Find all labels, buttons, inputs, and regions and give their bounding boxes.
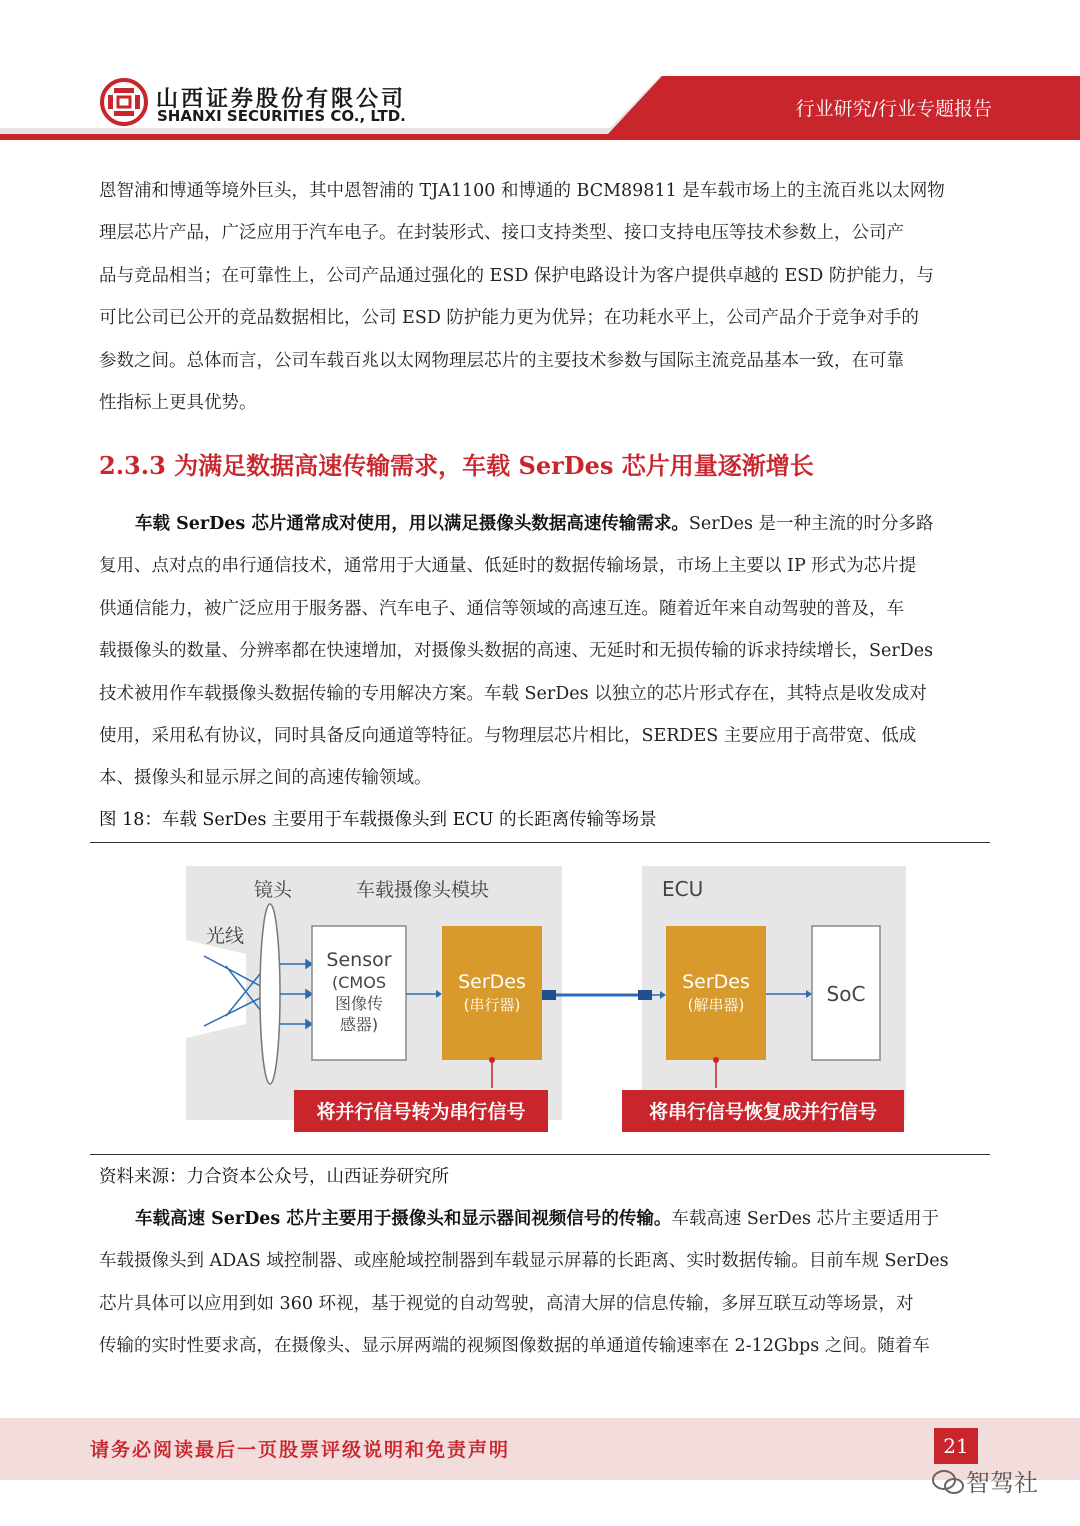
company-name-cn: 山西证券股份有限公司	[156, 87, 407, 112]
lens-icon	[260, 904, 280, 1084]
text-line: 复用、点对点的串行通信技术，通常用于大通量、低延时的数据传输场景，市场上主要以 IP 形式为芯片提	[99, 556, 917, 577]
deserialize-tag-text: 将串行信号恢复成并行信号	[648, 1101, 878, 1123]
lead-sentence: 车载高速 SerDes 芯片主要用于摄像头和显示器间视频信号的传输。	[135, 1209, 672, 1229]
company-logo-icon	[100, 78, 148, 126]
lead-sentence: 车载 SerDes 芯片通常成对使用，用以满足摄像头数据高速传输需求。	[135, 514, 689, 534]
sensor-text: (CMOS	[332, 973, 386, 992]
light-label: 光线	[206, 925, 245, 947]
text-line: 恩智浦和博通等境外巨头，其中恩智浦的 TJA1100 和博通的 BCM89811 是车载市场上的主流百兆以太网物	[99, 181, 945, 201]
sensor-text: Sensor	[326, 949, 392, 971]
page-number: 21	[934, 1428, 978, 1464]
text-line: 本、摄像头和显示屏之间的高速传输领域。	[99, 768, 432, 789]
serdes-paragraph	[99, 503, 983, 800]
text-line: 传输的实时性要求高，在摄像头、显示屏两端的视频图像数据的单通道传输速率在 2-12Gbps 之间。随着车	[99, 1336, 930, 1357]
link-connector	[542, 990, 556, 1000]
text-line: 参数之间。总体而言，公司车载百兆以太网物理层芯片的主要技术参数与国际主流竞品基本一致，在可靠	[99, 350, 904, 371]
text-span: 车载高速 SerDes 芯片主要适用于	[671, 1209, 940, 1229]
text-line: 使用，采用私有协议，同时具备反向通道等特征。与物理层芯片相比，SERDES 主要应用于高带宽、低成	[99, 726, 917, 747]
text-line-first	[99, 1198, 983, 1240]
intro-paragraph	[99, 170, 983, 424]
serialize-tag-text: 将并行信号转为串行信号	[316, 1101, 526, 1123]
source-divider	[90, 1154, 990, 1155]
text-line-first	[99, 503, 983, 545]
header-band	[0, 0, 1080, 150]
figure-source: 资料来源：力合资本公众号，山西证券研究所	[99, 1167, 449, 1187]
deserializer-text: SerDes	[682, 971, 750, 993]
text-line: 品与竞品相当；在可靠性上，公司产品通过强化的 ESD 保护电路设计为客户提供卓越的 ESD 防护能力，与	[99, 265, 934, 286]
camera-module-label: 车载摄像头模块	[356, 879, 490, 901]
page-header	[0, 0, 1080, 150]
watermark-text: 智驾社	[966, 1469, 1038, 1497]
text-line: 技术被用作车载摄像头数据传输的专用解决方案。车载 SerDes 以独立的芯片形式存在，其特点是收发成对	[99, 683, 927, 704]
text-line: 性指标上更具优势。	[99, 393, 257, 414]
sensor-block	[312, 926, 406, 1060]
section-heading: 2.3.3 为满足数据高速传输需求，车载 SerDes 芯片用量逐渐增长	[99, 451, 814, 480]
deserializer-text: (解串器)	[687, 996, 745, 1014]
text-span: SerDes 是一种主流的时分多路	[688, 514, 934, 534]
light-cone	[186, 940, 246, 1038]
sensor-text: 图像传	[334, 994, 384, 1013]
text-line: 车载摄像头到 ADAS 域控制器、或座舱域控制器到车载显示屏幕的长距离、实时数据传输。目前车规 SerDes	[99, 1251, 949, 1272]
serializer-text: SerDes	[458, 971, 526, 993]
serializer-text: (串行器)	[463, 996, 521, 1014]
text-line: 载摄像头的数量、分辨率都在快速增加，对摄像头数据的高速、无延时和无损传输的诉求持续增长，SerDes	[99, 641, 934, 662]
figure-caption: 图 18：车载 SerDes 主要用于车载摄像头到 ECU 的长距离传输等场景	[99, 810, 657, 830]
company-name-en: SHANXI SECURITIES CO., LTD.	[157, 107, 406, 125]
text-line: 理层芯片产品，广泛应用于汽车电子。在封装形式、接口支持类型、接口支持电压等技术参数上，公司产	[99, 223, 904, 244]
soc-text: SoC	[826, 982, 866, 1006]
lens-label: 镜头	[254, 879, 293, 901]
ecu-label: ECU	[662, 877, 704, 901]
link-connector	[638, 990, 652, 1000]
deserializer-chip	[666, 926, 766, 1060]
text-line: 供通信能力，被广泛应用于服务器、汽车电子、通信等领域的高速互连。随着近年来自动驾驶的普及，车	[99, 598, 904, 619]
sensor-text: 感器)	[339, 1015, 379, 1034]
report-type-label: 行业研究/行业专题报告	[795, 98, 992, 120]
video-paragraph	[99, 1198, 983, 1368]
serdes-diagram	[186, 862, 906, 1140]
disclaimer-notice: 请务必阅读最后一页股票评级说明和免责声明	[90, 1439, 511, 1461]
text-line: 芯片具体可以应用到如 360 环视，基于视觉的自动驾驶，高清大屏的信息传输，多屏互联互动等场景，对	[99, 1293, 914, 1314]
serializer-chip	[442, 926, 542, 1060]
caption-divider	[90, 842, 990, 843]
text-line: 可比公司已公开的竞品数据相比，公司 ESD 防护能力更为优异；在功耗水平上，公司产品介于竞争对手的	[99, 308, 919, 329]
